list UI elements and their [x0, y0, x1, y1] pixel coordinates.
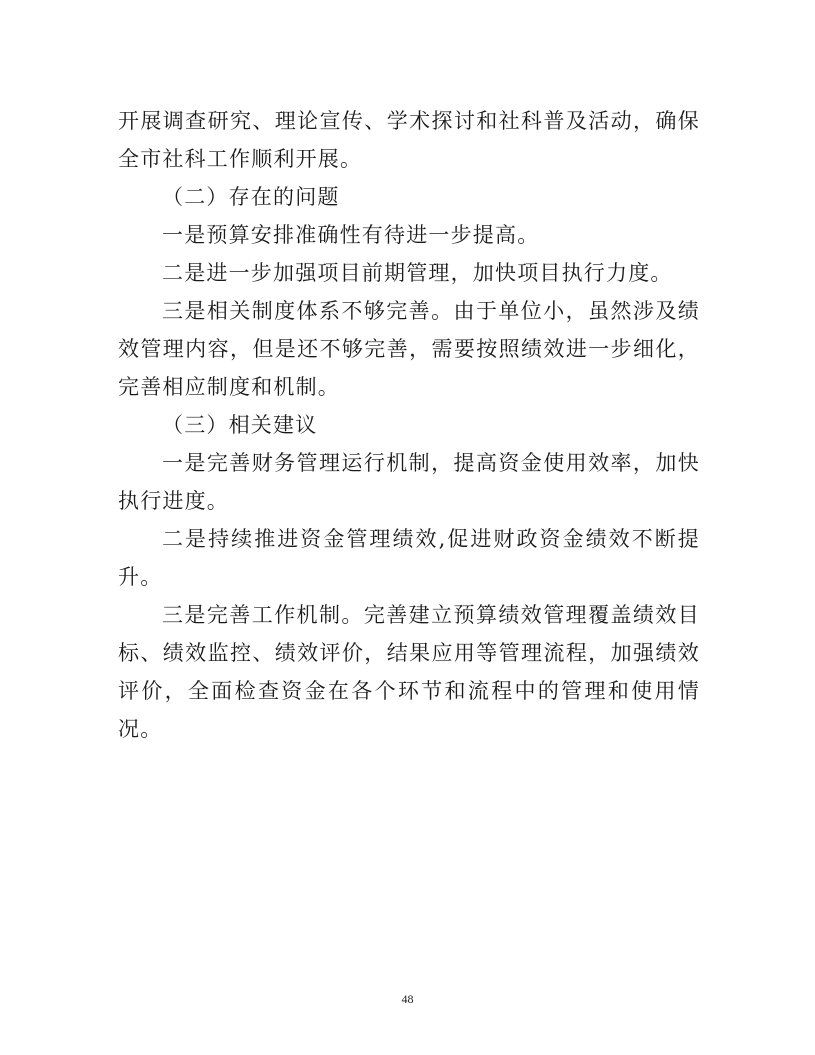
paragraph-problem-3: 三是相关制度体系不够完善。由于单位小，虽然涉及绩效管理内容，但是还不够完善，需要按照绩效进一步细化，完善相应制度和机制。 — [118, 299, 700, 399]
paragraph-problem-2: 二是进一步加强项目前期管理，加快项目执行力度。 — [162, 261, 673, 285]
paragraph-suggestion-3: 三是完善工作机制。完善建立预算绩效管理覆盖绩效目标、绩效监控、绩效评价，结果应用等管理流程，加强绩效评价，全面检查资金在各个环节和流程中的管理和使用情况。 — [118, 603, 700, 741]
paragraph-problem-1: 一是预算安排准确性有待进一步提高。 — [162, 223, 540, 247]
section-heading-problems: （二）存在的问题 — [162, 185, 340, 209]
section-heading-suggestions: （三）相关建议 — [162, 413, 318, 437]
paragraph-intro-continued: 开展调查研究、理论宣传、学术探讨和社科普及活动，确保全市社科工作顺利开展。 — [118, 109, 700, 171]
page-number: 48 — [401, 992, 414, 1006]
document-body — [118, 102, 700, 748]
paragraph-suggestion-2: 二是持续推进资金管理绩效,促进财政资金绩效不断提升。 — [118, 527, 700, 589]
paragraph-suggestion-1: 一是完善财务管理运行机制，提高资金使用效率，加快执行进度。 — [118, 451, 700, 513]
